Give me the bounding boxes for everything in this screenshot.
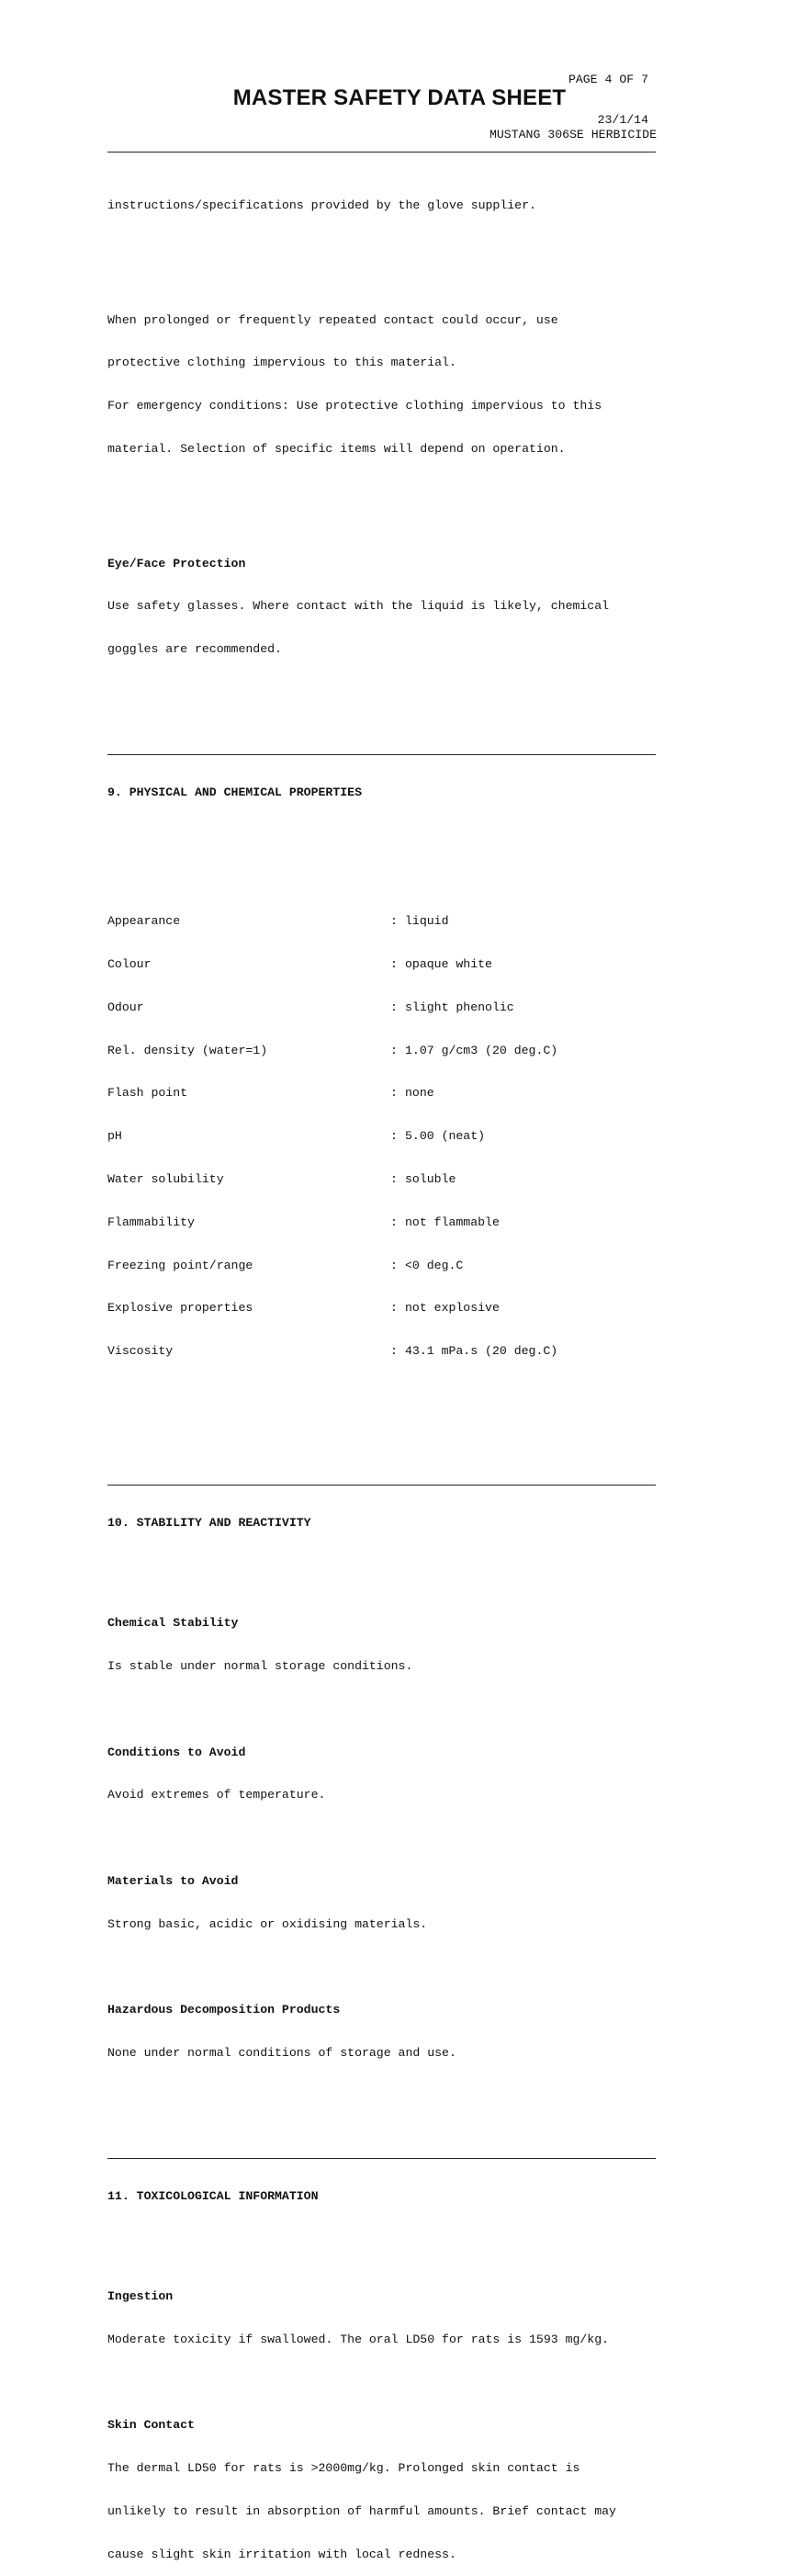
glove-instructions-line: instructions/specifications provided by the glove supplier. [107,198,536,212]
property-separator: : [390,1215,398,1229]
text-line: material. Selection of specific items will depend on operation. [107,441,566,456]
text-line: unlikely to result in absorption of harmful amounts. Brief contact may [107,2503,616,2518]
document-title: MASTER SAFETY DATA SHEET [232,85,567,110]
property-label: Rel. density (water=1) [107,1043,268,1057]
section-9-heading: 9. PHYSICAL AND CHEMICAL PROPERTIES [107,785,362,799]
page-number: PAGE 4 OF 7 [568,73,648,86]
text-line: cause slight skin irritation with local redness. [107,2547,456,2561]
protective-clothing-paragraph [107,284,658,484]
property-label: Odour [107,1000,144,1014]
text-line: For emergency conditions: Use protective clothing impervious to this [107,399,602,413]
property-value: <0 deg.C [405,1258,464,1272]
subsection-text: Avoid extremes of temperature. [107,1788,326,1802]
property-value: 5.00 (neat) [405,1129,486,1144]
property-label: pH [107,1129,122,1144]
ingestion-heading: Ingestion [107,2288,174,2303]
text-line: Use safety glasses. Where contact with the liquid is likely, chemical [107,599,610,614]
property-row [107,1172,658,1187]
property-value: liquid [405,914,449,929]
section-10-heading: 10. STABILITY AND REACTIVITY [107,1516,311,1531]
property-separator: : [390,1171,398,1186]
property-label: Freezing point/range [107,1258,253,1272]
property-separator: : [390,1344,398,1359]
property-row [107,1129,658,1144]
property-label: Flash point [107,1086,188,1101]
property-value: 43.1 mPa.s (20 deg.C) [405,1344,558,1359]
property-separator: : [390,1129,398,1144]
property-label: Viscosity [107,1344,174,1359]
property-separator: : [390,1258,398,1272]
property-separator: : [390,1086,398,1101]
subsection-text: Is stable under normal storage conditions. [107,1658,413,1673]
property-value: soluble [405,1171,456,1186]
eye-protection-heading: Eye/Face Protection [107,556,246,571]
property-label: Flammability [107,1215,195,1229]
property-row [107,1344,658,1359]
ingestion-text: Moderate toxicity if swallowed. The oral LD50 for rats is 1593 mg/kg. [107,2332,610,2346]
section-11-heading: 11. TOXICOLOGICAL INFORMATION [107,2188,319,2203]
section-divider [107,1485,656,1486]
property-row [107,1086,658,1101]
property-separator: : [390,1043,398,1057]
property-row [107,1259,658,1273]
property-row [107,1000,658,1015]
text-line: goggles are recommended. [107,642,282,657]
text-line: The dermal LD50 for rats is >2000mg/kg. Prolonged skin contact is [107,2461,580,2476]
property-label: Colour [107,957,152,972]
property-value: not explosive [405,1301,500,1316]
product-name: MUSTANG 306SE HERBICIDE [489,128,657,141]
property-row [107,914,658,929]
property-value: none [405,1086,434,1101]
document-body [107,155,658,2576]
properties-table [107,886,658,1387]
property-value: not flammable [405,1215,500,1229]
subsection-heading: Chemical Stability [107,1616,239,1631]
property-label: Water solubility [107,1171,224,1186]
subsection-text: None under normal conditions of storage and use. [107,2046,456,2060]
subsection-heading: Hazardous Decomposition Products [107,2003,341,2017]
property-label: Explosive properties [107,1301,253,1316]
property-row [107,1301,658,1316]
property-value: 1.07 g/cm3 (20 deg.C) [405,1043,558,1057]
text-line: When prolonged or frequently repeated contact could occur, use [107,312,558,327]
property-separator: : [390,1301,398,1316]
section-divider [107,754,656,755]
property-separator: : [390,957,398,972]
property-label: Appearance [107,914,181,929]
property-separator: : [390,914,398,929]
subsection-heading: Conditions to Avoid [107,1745,246,1759]
property-value: opaque white [405,957,492,972]
skin-contact-heading: Skin Contact [107,2418,195,2433]
text-line: protective clothing impervious to this material. [107,356,456,370]
document-date: 23/1/14 [597,113,648,127]
property-row [107,1044,658,1058]
property-separator: : [390,1000,398,1014]
subsection-heading: Materials to Avoid [107,1873,239,1888]
subsection-text: Strong basic, acidic or oxidising materials. [107,1916,428,1931]
header-divider [107,152,656,153]
property-value: slight phenolic [405,1000,514,1014]
property-row [107,1215,658,1230]
section-divider [107,2158,656,2159]
property-row [107,957,658,972]
